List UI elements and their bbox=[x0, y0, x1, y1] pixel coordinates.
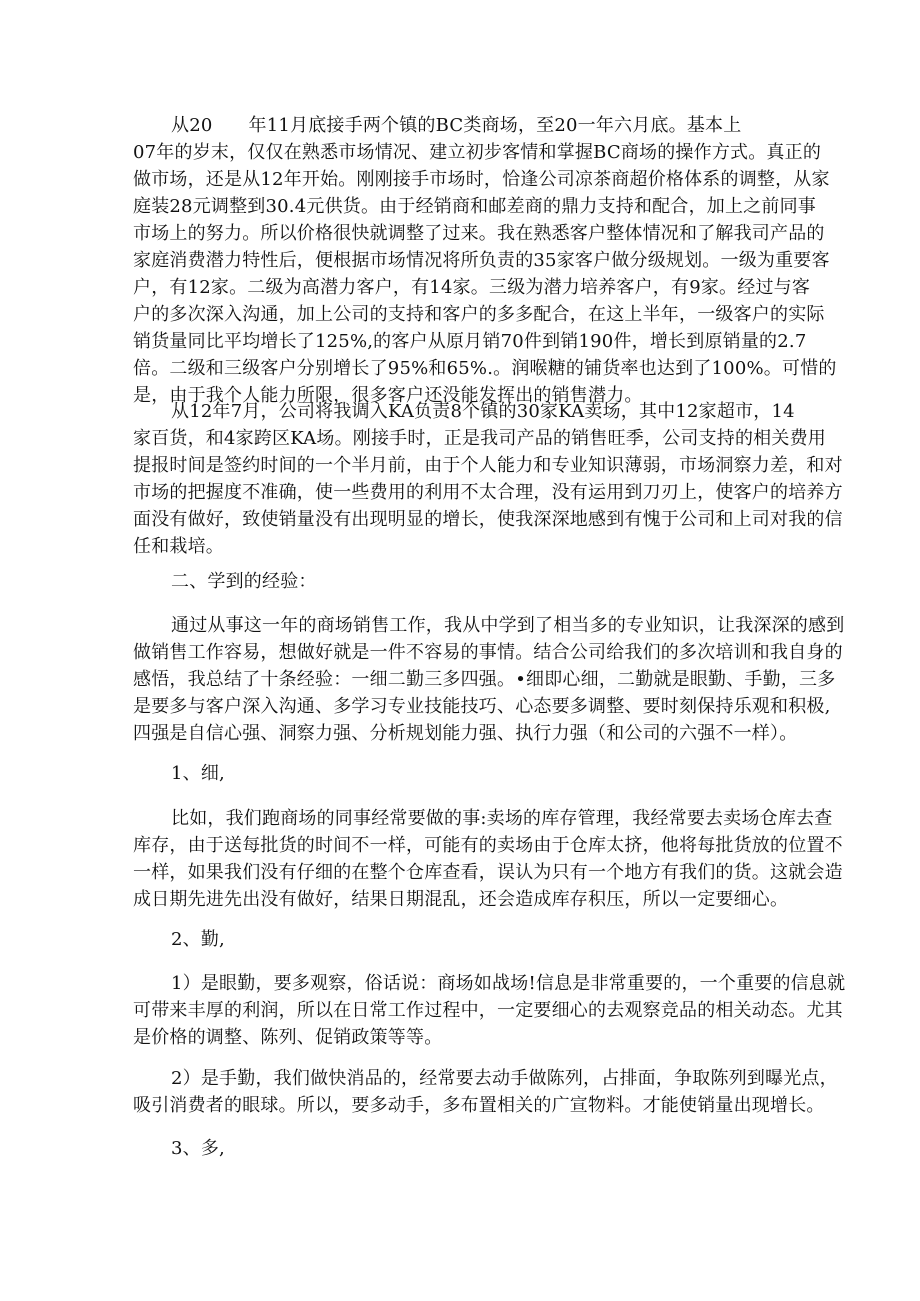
paragraph-1-line: 做市场，还是从12年开始。刚刚接手市场时，恰逢公司凉茶商超价格体系的调整，从家 bbox=[133, 169, 830, 190]
paragraph-3-line: 四强是自信心强、洞察力强、分析规划能力强、执行力强（和公司的六强不一样）。 bbox=[133, 723, 798, 744]
paragraph-5-line: 1）是眼勤，要多观察，俗话说：商场如战场!信息是非常重要的，一个重要的信息就 bbox=[171, 973, 846, 994]
paragraph-5-line: 是价格的调整、陈列、促销政策等等。 bbox=[133, 1027, 443, 1048]
paragraph-1-line: 家庭消费潜力特性后，便根据市场情况将所负责的35家客户做分级规划。一级为重要客 bbox=[133, 250, 830, 271]
paragraph-5-line: 可带来丰厚的利润，所以在日常工作过程中，一定要细心的去观察竞品的相关动态。尤其 bbox=[133, 1000, 843, 1021]
paragraph-2-line: 市场的把握度不准确，使一些费用的利用不太合理，没有运用到刀刃上，使客户的培养方 bbox=[133, 482, 843, 503]
paragraph-1-line: 户，有12家。二级为高潜力客户，有14家。三级为潜力培养客户，有9家。经过与客 bbox=[133, 277, 811, 298]
paragraph-6-line: 2）是手勤，我们做快消品的，经常要去动手做陈列，占排面，争取陈列到曝光点， bbox=[171, 1068, 838, 1089]
paragraph-3 bbox=[133, 612, 845, 747]
paragraph-1-line: 销货量同比平均增长了125%,的客户从原月销70件到销190件，增长到原销量的2.7 bbox=[133, 331, 807, 352]
paragraph-2-line: 家百货，和4家跨区KA场。刚接手时，正是我司产品的销售旺季，公司支持的相关费用 bbox=[133, 428, 826, 449]
paragraph-1-continuation: 年11月底接手两个镇的BC类商场，至20一年六月底。基本上 bbox=[248, 115, 742, 136]
paragraph-2-line: 面没有做好，致使销量没有出现明显的增长，使我深深地感到有愧于公司和上司对我的信 bbox=[133, 509, 843, 530]
paragraph-6 bbox=[133, 1065, 838, 1119]
paragraph-1-line: 市场上的努力。所以价格很快就调整了过来。我在熟悉客户整体情况和了解我司产品的 bbox=[133, 223, 825, 244]
paragraph-2-line: 任和栽培。 bbox=[133, 536, 224, 557]
paragraph-4-line: 成日期先进先出没有做好，结果日期混乱，还会造成库存积压，所以一定要细心。 bbox=[133, 889, 789, 910]
item-heading-1 bbox=[133, 760, 803, 787]
paragraph-4-line: 比如，我们跑商场的同事经常要做的事:卖场的库存管理，我经常要去卖场仓库去查 bbox=[171, 808, 833, 829]
paragraph-3-line: 做销售工作容易，想做好就是一件不容易的事情。结合公司给我们的多次培训和我自身的 bbox=[133, 642, 843, 663]
paragraph-3-line: 感悟，我总结了十条经验：一细二勤三多四强。•细即心细，二勤就是眼勤、手勤，三多 bbox=[133, 669, 836, 690]
paragraph-1-line: 是，由于我个人能力所限，很多客户还没能发挥出的销售潜力。 bbox=[133, 385, 643, 406]
paragraph-4-line: 库存，由于送每批货的时间不一样，可能有的卖场由于仓库太挤，他将每批货放的位置不 bbox=[133, 835, 843, 856]
paragraph-1-start: 从20 bbox=[171, 115, 213, 136]
paragraph-2 bbox=[133, 398, 843, 560]
paragraph-4 bbox=[133, 805, 843, 913]
item-heading-2-text: 2、勤, bbox=[171, 929, 225, 950]
paragraph-1 bbox=[133, 112, 837, 409]
paragraph-5 bbox=[133, 970, 846, 1051]
paragraph-1-line: 户的多次深入沟通，加上公司的支持和客户的多多配合，在这上半年，一级客户的实际 bbox=[133, 304, 825, 325]
paragraph-6-line: 吸引消费者的眼球。所以，要多动手，多布置相关的广宣物料。才能使销量出现增长。 bbox=[133, 1095, 825, 1116]
paragraph-4-line: 一样，如果我们没有仔细的在整个仓库查看，误认为只有一个地方有我们的货。这就会造 bbox=[133, 862, 843, 883]
item-heading-1-text: 1、细, bbox=[171, 763, 225, 784]
section-heading-text: 二、学到的经验： bbox=[171, 571, 317, 592]
paragraph-1-line-1 bbox=[133, 112, 803, 139]
paragraph-2-line: 从12年7月，公司将我调入KA负责8个镇的30家KA卖场，其中12家超市，14 bbox=[171, 401, 795, 422]
paragraph-1-line: 庭装28元调整到30.4元供货。由于经销商和邮差商的鼎力支持和配合，加上之前同事 bbox=[133, 196, 816, 217]
paragraph-3-line: 通过从事这一年的商场销售工作，我从中学到了相当多的专业知识，让我深深的感到 bbox=[171, 615, 845, 636]
item-heading-2 bbox=[133, 926, 803, 953]
paragraph-3-line: 是要多与客户深入沟通、多学习专业技能技巧、心态要多调整、要时刻保持乐观和积极, bbox=[133, 696, 831, 717]
paragraph-1-line: 倍。二级和三级客户分别增长了95%和65%.。润喉糖的铺货率也达到了100%。可惜的 bbox=[133, 358, 837, 379]
paragraph-1-line: 07年的岁末，仅仅在熟悉市场情况、建立初步客情和掌握BC商场的操作方式。真正的 bbox=[133, 142, 822, 163]
paragraph-2-line: 提报时间是签约时间的一个半月前，由于个人能力和专业知识薄弱，市场洞察力差，和对 bbox=[133, 455, 843, 476]
section-heading-experience bbox=[133, 568, 803, 595]
item-heading-3 bbox=[133, 1135, 803, 1162]
item-heading-3-text: 3、多, bbox=[171, 1138, 225, 1159]
